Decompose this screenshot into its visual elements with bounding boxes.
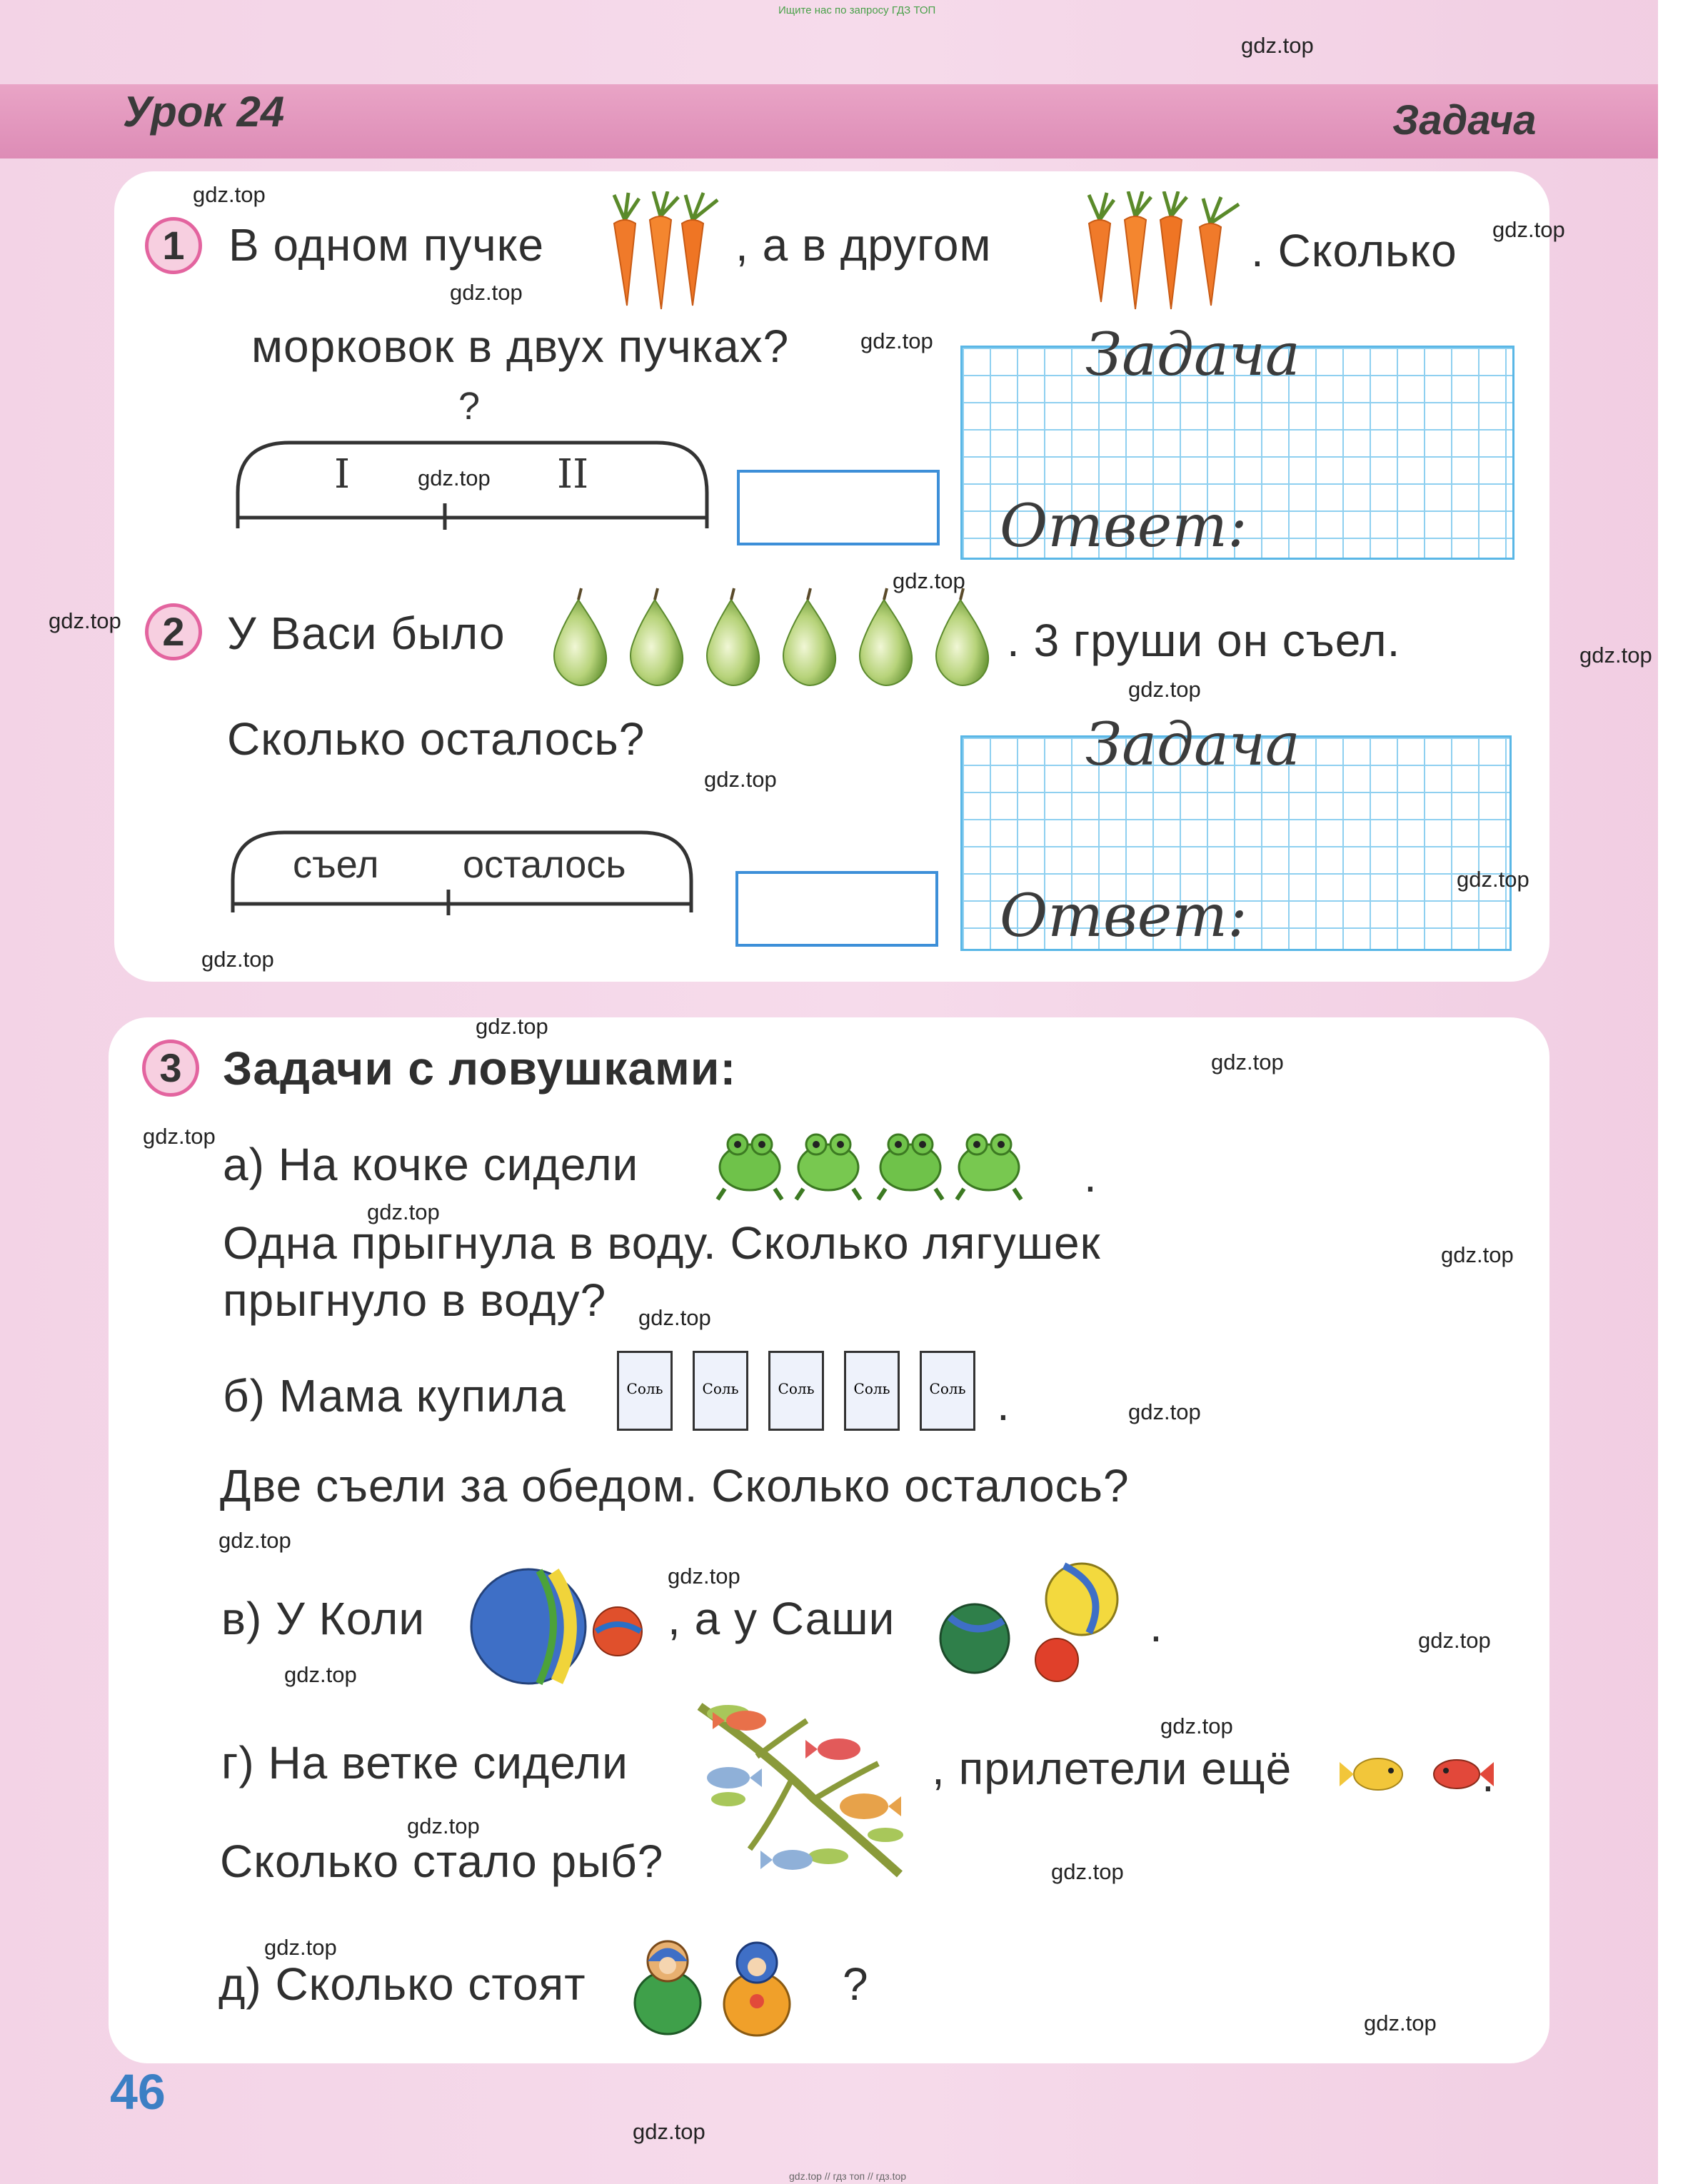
answer-box-1[interactable] <box>737 470 940 545</box>
fish-icon <box>805 1738 860 1760</box>
pear-icon <box>554 588 606 685</box>
task3g-line-b: , прилетели ещё <box>932 1743 1292 1794</box>
watermark: gdz.top <box>418 466 491 490</box>
watermark: gdz.top <box>860 328 933 353</box>
fish-icon <box>760 1850 813 1870</box>
frog-icon <box>957 1134 1021 1199</box>
task3v-line-a: в) У Коли <box>221 1593 426 1644</box>
pear-row <box>541 585 998 693</box>
salt-box-icon <box>617 1351 673 1431</box>
ball-icon <box>593 1607 642 1656</box>
carrot-icon <box>682 220 703 306</box>
task3-title: Задачи с ловушками: <box>223 1042 737 1094</box>
carrot-icon <box>1200 223 1221 306</box>
pear-icon <box>936 588 988 685</box>
bottom-note: gdz.top // гдз топ // гдз.top <box>789 2170 907 2182</box>
task1-text-b: , а в другом <box>735 219 992 271</box>
watermark: gdz.top <box>1128 677 1201 702</box>
diagram1-part1: I <box>334 451 351 498</box>
task3v-line-b: , а у Саши <box>668 1593 895 1644</box>
salt-label: Соль <box>929 1380 966 1397</box>
watermark: gdz.top <box>1457 867 1529 892</box>
task1-text-a: В одном пучке <box>228 219 545 271</box>
watermark: gdz.top <box>218 1528 291 1553</box>
task3b-line1: б) Мама купила <box>223 1370 566 1421</box>
watermark: gdz.top <box>1128 1399 1201 1424</box>
watermark: gdz.top <box>1211 1050 1284 1075</box>
carrot-icon <box>614 191 718 220</box>
carrot-bunch-1 <box>586 191 735 313</box>
watermark: gdz.top <box>367 1199 440 1224</box>
watermark: gdz.top <box>638 1305 711 1330</box>
task1-text-line2: морковок в двух пучках? <box>251 321 790 372</box>
fish-icon <box>707 1767 762 1788</box>
salt-box-icon <box>920 1351 975 1431</box>
grid1-answer: Ответ: <box>1000 493 1247 560</box>
page-edge <box>1658 0 1703 2184</box>
pear-icon <box>631 588 683 685</box>
salt-label: Соль <box>702 1380 739 1397</box>
salt-label: Соль <box>778 1380 815 1397</box>
answer-box-2[interactable] <box>735 871 938 947</box>
task3a-dot: . <box>1084 1150 1097 1202</box>
watermark: gdz.top <box>1364 2011 1437 2035</box>
grid1-title: Задача <box>1085 321 1300 389</box>
watermark: gdz.top <box>1492 217 1565 242</box>
page-number: 46 <box>110 2064 166 2120</box>
ball-icon <box>940 1604 1009 1673</box>
watermark: gdz.top <box>49 608 121 633</box>
grid2-answer: Ответ: <box>1000 882 1247 950</box>
watermark: gdz.top <box>704 767 777 792</box>
watermark: gdz.top <box>1418 1628 1491 1653</box>
watermark: gdz.top <box>264 1935 337 1960</box>
task3a-line1: а) На кочке сидели <box>223 1139 639 1190</box>
task1-text-c: . Сколько <box>1251 225 1457 276</box>
watermark: gdz.top <box>668 1564 740 1589</box>
salt-label: Соль <box>626 1380 663 1397</box>
carrot-bunch-2 <box>1071 191 1250 313</box>
frog-icon <box>718 1134 782 1199</box>
top-note: Ищите нас по запросу ГДЗ ТОП <box>778 4 936 16</box>
watermark: gdz.top <box>476 1014 548 1039</box>
task2-text-line2: Сколько осталось? <box>227 713 645 765</box>
carrot-icon <box>1160 216 1182 309</box>
pear-icon <box>860 588 912 685</box>
task-number-3: 3 <box>142 1040 199 1097</box>
watermark: gdz.top <box>1160 1714 1233 1738</box>
salt-box-icon <box>693 1351 748 1431</box>
task3b-line2: Две съели за обедом. Сколько осталось? <box>220 1460 1130 1511</box>
diagram2-part2: осталось <box>463 843 626 886</box>
fish-branch <box>685 1692 921 1885</box>
frogs-row <box>710 1117 1032 1203</box>
frog-icon <box>878 1134 943 1199</box>
task3a-line2: Одна прыгнула в воду. Сколько лягушек <box>223 1217 1101 1269</box>
watermark: gdz.top <box>893 568 965 593</box>
diagram2-part1: съел <box>293 843 379 886</box>
carrot-icon <box>1125 216 1146 309</box>
watermark: gdz.top <box>193 182 266 207</box>
salt-box-icon <box>844 1351 900 1431</box>
watermark: gdz.top <box>284 1662 357 1687</box>
ball-icon <box>1035 1639 1078 1681</box>
watermark: gdz.top <box>1441 1242 1514 1267</box>
task3b-dot: . <box>997 1379 1010 1430</box>
lesson-title: Урок 24 <box>123 88 285 136</box>
watermark: gdz.top <box>201 947 274 972</box>
pear-icon <box>783 588 835 685</box>
rolypoly-toys <box>628 1931 807 2038</box>
task3g-line2: Сколько стало рыб? <box>220 1836 664 1887</box>
task3d-line: д) Сколько стоят <box>218 1958 586 2010</box>
salt-box-icon <box>768 1351 824 1431</box>
watermark: gdz.top <box>633 2119 705 2144</box>
roly-poly-icon <box>635 1941 700 2034</box>
grid2-title: Задача <box>1085 711 1300 779</box>
roly-poly-icon <box>724 1943 790 2035</box>
fish-icon <box>840 1793 901 1819</box>
kolya-balls <box>468 1564 646 1692</box>
diagram1-part2: II <box>557 451 589 498</box>
pear-icon <box>707 588 759 685</box>
watermark: gdz.top <box>1051 1859 1124 1884</box>
ball-icon <box>1046 1564 1117 1635</box>
ball-icon <box>471 1569 586 1684</box>
task3d-question: ? <box>843 1958 869 2010</box>
watermark: gdz.top <box>407 1813 480 1838</box>
task2-text-b: . 3 груши он съел. <box>1007 615 1401 666</box>
task-number-2: 2 <box>145 603 202 660</box>
diagram1-question: ? <box>458 385 481 428</box>
new-fish <box>1335 1742 1499 1806</box>
carrot-icon <box>1089 220 1110 302</box>
carrot-icon <box>614 220 636 306</box>
task-number-1: 1 <box>145 217 202 274</box>
task3a-line3: прыгнуло в воду? <box>223 1274 607 1326</box>
carrot-icon <box>650 216 671 309</box>
watermark: gdz.top <box>1579 643 1652 668</box>
task3g-line-a: г) На ветке сидели <box>221 1737 628 1788</box>
watermark: gdz.top <box>1241 33 1314 58</box>
watermark: gdz.top <box>143 1124 216 1149</box>
task3g-dot: . <box>1482 1750 1495 1801</box>
salt-boxes-row <box>617 1351 988 1436</box>
topic-title: Задача <box>1392 97 1537 144</box>
watermark: gdz.top <box>450 280 523 305</box>
frog-icon <box>796 1134 860 1199</box>
sasha-balls <box>935 1560 1121 1689</box>
task3v-dot: . <box>1150 1600 1163 1651</box>
salt-label: Соль <box>853 1380 890 1397</box>
task2-text-a: У Васи было <box>227 608 506 659</box>
fish-icon <box>1340 1758 1402 1790</box>
